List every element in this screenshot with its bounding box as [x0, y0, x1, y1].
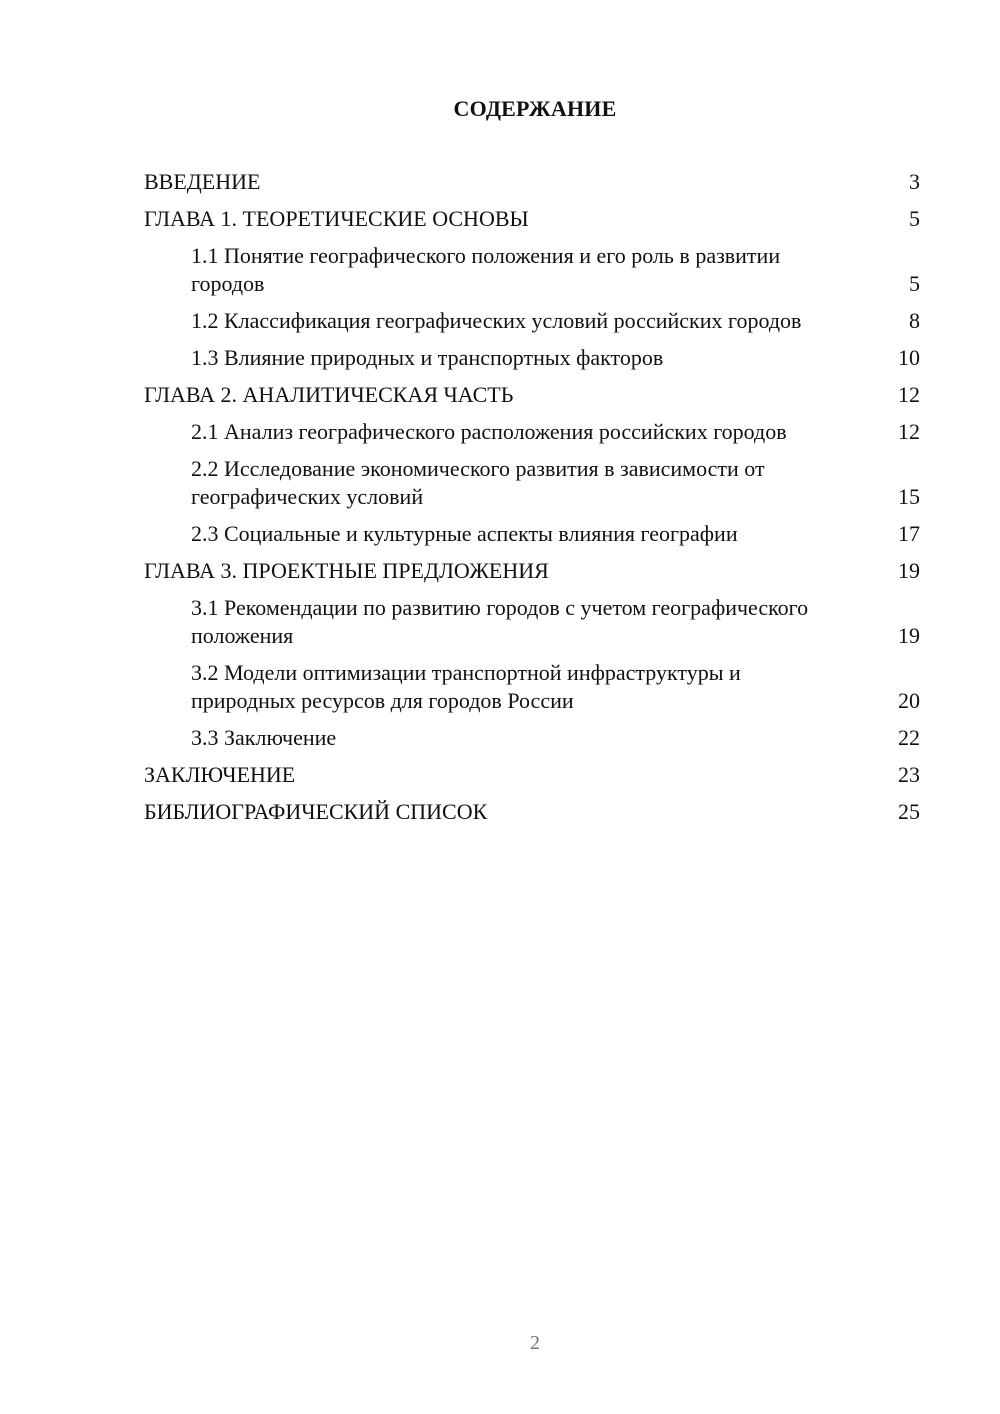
toc-entry-text: 1.2 Классификация географических условий российских городов — [191, 308, 802, 333]
toc-entry-text: 3.1 Рекомендации по развитию городов с учетом географического положения — [191, 595, 809, 648]
toc-entry-page: 23 — [898, 762, 920, 787]
toc-entry-section-3-2 — [144, 659, 920, 715]
toc-entry-section-2-2 — [144, 455, 920, 511]
toc-entry-section-1-1 — [144, 242, 920, 298]
toc-entry-text: БИБЛИОГРАФИЧЕСКИЙ СПИСОК — [144, 799, 488, 824]
toc-entry-page: 19 — [898, 623, 920, 648]
toc-entry-page: 22 — [898, 725, 920, 750]
toc-entry-text: 2.3 Социальные и культурные аспекты влияния географии — [191, 521, 738, 546]
toc-entry-text: 1.3 Влияние природных и транспортных факторов — [191, 345, 664, 370]
toc-entry-text: 2.1 Анализ географического расположения российских городов — [191, 419, 787, 444]
toc-entry-introduction — [144, 168, 920, 196]
toc-entry-text: ГЛАВА 2. АНАЛИТИЧЕСКАЯ ЧАСТЬ — [144, 382, 514, 407]
toc-entry-section-3-1 — [144, 594, 920, 650]
toc-entry-chapter-2 — [144, 381, 920, 409]
toc-entry-page: 17 — [898, 521, 920, 546]
toc-entry-page: 8 — [909, 308, 920, 333]
page-title: СОДЕРЖАНИЕ — [453, 96, 617, 121]
toc-entry-page: 12 — [898, 419, 920, 444]
toc-entry-page: 12 — [898, 382, 920, 407]
page-number: 2 — [530, 1332, 540, 1354]
toc-entry-conclusion — [144, 761, 920, 789]
toc-entry-text: 3.3 Заключение — [191, 725, 337, 750]
toc-entry-text: ЗАКЛЮЧЕНИЕ — [144, 762, 296, 787]
toc-entry-text: 2.2 Исследование экономического развития в зависимости от географических условий — [191, 456, 765, 509]
toc-entry-section-1-3 — [144, 344, 920, 372]
toc-entry-page: 19 — [898, 558, 920, 583]
toc-entry-section-2-3 — [144, 520, 920, 548]
toc-entry-section-2-1 — [144, 418, 920, 446]
toc-entry-page: 3 — [909, 169, 920, 194]
toc-entry-section-1-2 — [144, 307, 920, 335]
toc-entry-page: 20 — [898, 688, 920, 713]
toc-entry-text: ГЛАВА 3. ПРОЕКТНЫЕ ПРЕДЛОЖЕНИЯ — [144, 558, 549, 583]
table-of-contents — [144, 168, 920, 835]
toc-entry-section-3-3 — [144, 724, 920, 752]
toc-entry-page: 5 — [909, 271, 920, 296]
toc-entry-chapter-3 — [144, 557, 920, 585]
toc-entry-page: 5 — [909, 206, 920, 231]
toc-entry-page: 15 — [898, 484, 920, 509]
toc-entry-bibliography — [144, 798, 920, 826]
toc-entry-text: 3.2 Модели оптимизации транспортной инфраструктуры и природных ресурсов для городов России — [191, 660, 741, 713]
toc-entry-text: ГЛАВА 1. ТЕОРЕТИЧЕСКИЕ ОСНОВЫ — [144, 206, 529, 231]
toc-entry-page: 25 — [898, 799, 920, 824]
toc-entry-page: 10 — [898, 345, 920, 370]
toc-entry-text: ВВЕДЕНИЕ — [144, 169, 261, 194]
toc-entry-text: 1.1 Понятие географического положения и его роль в развитии городов — [191, 243, 781, 296]
toc-entry-chapter-1 — [144, 205, 920, 233]
